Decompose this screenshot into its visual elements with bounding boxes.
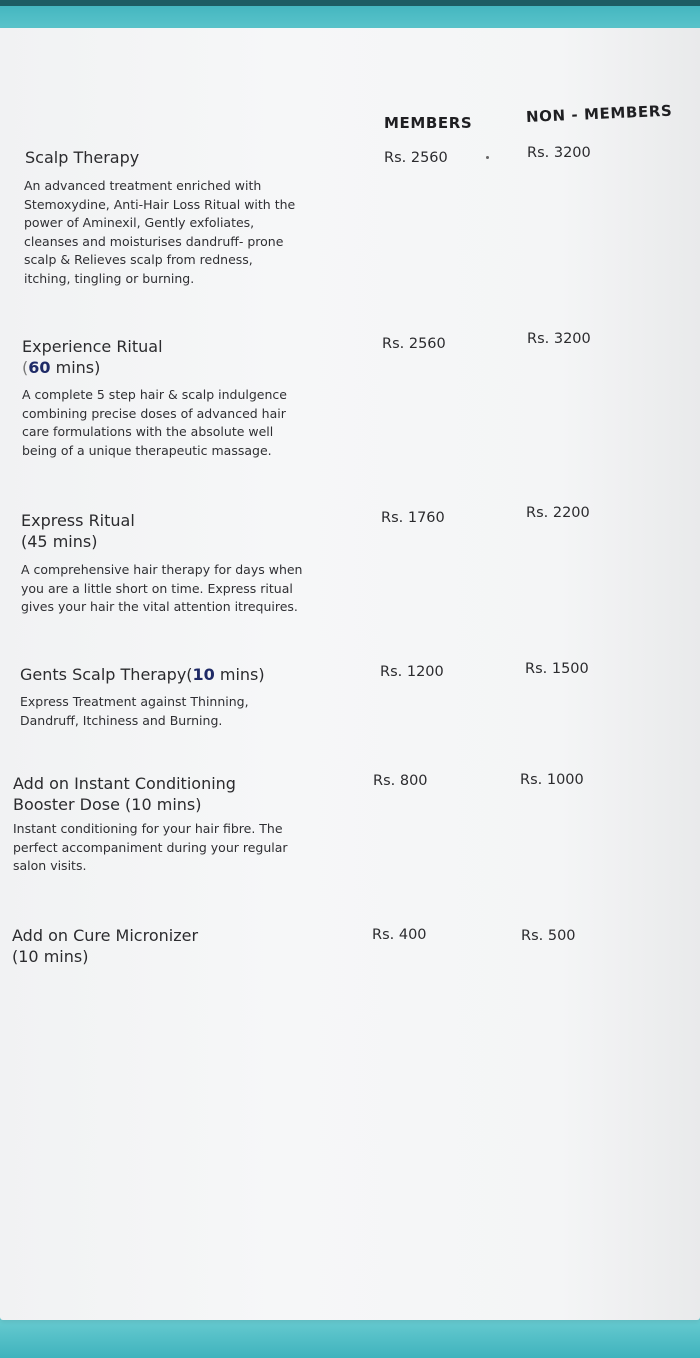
non-member-price: Rs. 3200 xyxy=(527,145,591,161)
description-line: combining precise doses of advanced hair xyxy=(22,405,286,421)
service-title xyxy=(21,510,135,552)
service-duration xyxy=(22,357,163,378)
description-line: Dandruff, Itchiness and Burning. xyxy=(20,712,223,728)
description-line: salon visits. xyxy=(13,858,87,873)
description-line: gives your hair the vital attention itrequires. xyxy=(21,599,298,614)
non-member-price: Rs. 2200 xyxy=(526,505,590,521)
service-description xyxy=(21,561,341,617)
members-column-header: MEMBERS xyxy=(384,114,473,132)
description-line: being of a unique therapeutic massage. xyxy=(22,442,272,458)
service-description xyxy=(13,820,333,876)
description-line: Instant conditioning for your hair fibre. The xyxy=(13,821,283,836)
title-suffix: mins) xyxy=(214,665,265,684)
service-title-text: Express Ritual xyxy=(21,511,135,530)
description-line: perfect accompaniment during your regular xyxy=(13,839,288,855)
service-description xyxy=(20,693,340,730)
menu-page xyxy=(0,28,700,1320)
service-title xyxy=(20,664,265,685)
service-title xyxy=(13,773,236,815)
member-price: Rs. 1200 xyxy=(380,664,444,680)
description-line: care formulations with the absolute well xyxy=(22,424,274,439)
service-description xyxy=(22,386,342,460)
service-title-line: Add on Instant Conditioning xyxy=(13,774,236,793)
description-line: A comprehensive hair therapy for days when xyxy=(21,562,303,577)
description-line: itching, tingling or burning. xyxy=(24,270,195,286)
non-member-price: Rs. 1500 xyxy=(525,661,589,677)
service-title: Scalp Therapy xyxy=(25,148,140,167)
member-price: Rs. 2560 xyxy=(382,336,446,352)
member-price: Rs. 400 xyxy=(372,927,427,943)
title-prefix: Gents Scalp Therapy( xyxy=(20,665,193,684)
handwritten-duration: 10 xyxy=(192,665,215,684)
description-line: An advanced treatment enriched with xyxy=(24,178,262,193)
non-member-price: Rs. 500 xyxy=(521,928,576,944)
member-price: Rs. 2560 xyxy=(384,150,448,166)
duration-prefix: ( xyxy=(22,358,29,377)
description-line: Express Treatment against Thinning, xyxy=(20,694,249,709)
description-line: power of Aminexil, Gently exfoliates, xyxy=(24,215,255,230)
description-line: Stemoxydine, Anti-Hair Loss Ritual with the xyxy=(24,196,296,212)
service-title xyxy=(22,336,163,378)
non-member-price: Rs. 1000 xyxy=(520,772,584,788)
handwritten-duration: 60 xyxy=(28,358,51,377)
top-dark-edge xyxy=(0,0,700,6)
non-member-price: Rs. 3200 xyxy=(527,331,591,347)
service-title-line: Booster Dose (10 mins) xyxy=(13,795,202,814)
duration-suffix: mins) xyxy=(50,358,101,377)
description-line: cleanses and moisturises dandruff- prone xyxy=(24,233,284,249)
stray-mark xyxy=(486,156,489,159)
member-price: Rs. 800 xyxy=(373,773,428,789)
service-title-text: Experience Ritual xyxy=(22,337,163,356)
service-duration: (45 mins) xyxy=(21,532,98,551)
service-title-line: Add on Cure Micronizer xyxy=(12,926,199,945)
service-description xyxy=(24,177,344,288)
description-line: scalp & Relieves scalp from redness, xyxy=(24,252,253,267)
service-title xyxy=(12,925,198,967)
description-line: you are a little short on time. Express ritual xyxy=(21,580,293,596)
non-members-column-header: NON - MEMBERS xyxy=(525,101,673,126)
service-title-line: (10 mins) xyxy=(12,947,89,966)
description-line: A complete 5 step hair & scalp indulgence xyxy=(22,387,287,402)
member-price: Rs. 1760 xyxy=(381,510,445,526)
